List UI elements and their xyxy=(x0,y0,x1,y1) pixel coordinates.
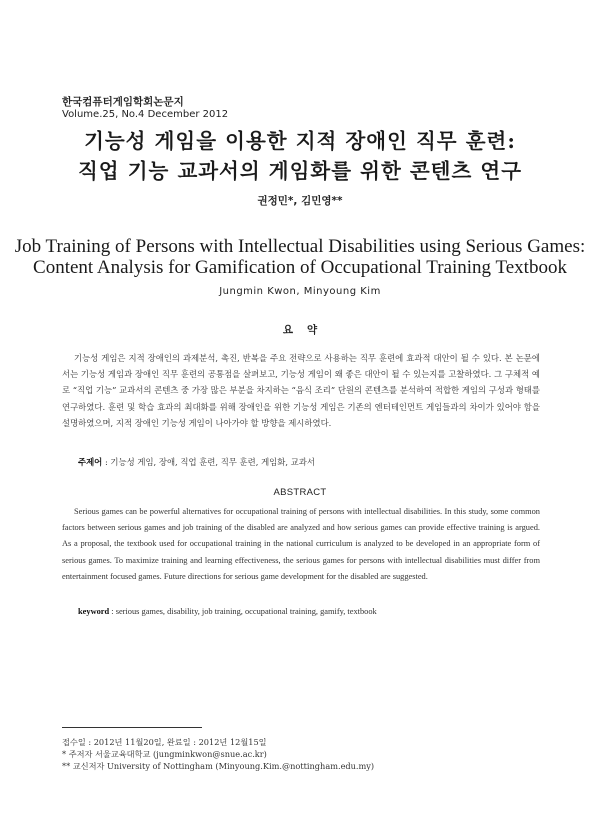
korean-keyword-list: : 기능성 게임, 장애, 직업 훈련, 직무 훈련, 게임화, 교과서 xyxy=(102,457,315,467)
footnote-divider xyxy=(62,727,202,728)
english-abstract-heading: ABSTRACT xyxy=(273,487,327,498)
footnote-author-2: ** 교신저자 University of Nottingham (Minyoung.Kim.@nottingham.edu.my) xyxy=(62,761,375,772)
english-keywords xyxy=(78,607,377,616)
english-authors: Jungmin Kwon, Minyoung Kim xyxy=(219,286,381,297)
english-title-line-1: Job Training of Persons with Intellectual Disabilities using Serious Games: xyxy=(14,236,586,257)
korean-title-line-1: 기능성 게임을 이용한 지적 장애인 직무 훈련: xyxy=(84,129,516,153)
english-abstract-body: Serious games can be powerful alternatives for occupational training of persons with intellectual disabilities. In this study, some common factors between serious games and job training of the disabled are analyzed and how serious games can provide effective training is argued. As a proposal, the textbook used for occupational training in the national curriculum is analyzed to be developed in an appropriate form of serious games. To maximize training and learning effectiveness, the serious games for persons with intellectual disabilities must differ from entertainment focused games. Future directions for serious game development for the disabled are suggested. xyxy=(62,507,540,581)
korean-abstract-body: 기능성 게임은 지적 장애인의 과제분석, 촉진, 반복을 주요 전략으로 사용하는 직무 훈련에 효과적 대안이 될 수 있다. 본 논문에서는 기능성 게임과 장애인 직무 훈련의 공통점을 살펴보고, 기능성 게임이 왜 좋은 대안이 될 수 있는지를 고찰하였다. 그 구체적 예로 “직업 기능” 교과서의 콘텐츠 중 가장 많은 부분을 차지하는 “음식 조리” 단원의 콘텐츠를 분석하여 적합한 게임의 구성과 형태를 연구하였다. 훈련 및 학습 효과의 최대화를 위해 장애인을 위한 기능성 게임은 기존의 엔터테인먼트 게임들과의 차이가 있어야 함을 설명하였으며, 지적 장애인 기능성 게임이 나아가야 할 방향을 제시하였다. xyxy=(62,353,540,428)
english-keyword-list: : serious games, disability, job training, occupational training, gamify, textbook xyxy=(109,607,377,616)
footnote-author-1: * 주저자 서울교육대학교 (jungminkwon@snue.ac.kr) xyxy=(62,749,267,760)
korean-authors: 권정민*, 김민영** xyxy=(257,195,343,207)
korean-keywords xyxy=(78,456,315,468)
english-keyword-label: keyword xyxy=(78,607,110,616)
english-title-line-2: Content Analysis for Gamification of Occupational Training Textbook xyxy=(33,257,567,278)
korean-keyword-label: 주제어 xyxy=(78,457,103,467)
footnotes xyxy=(62,736,540,773)
korean-abstract-heading: 요약 xyxy=(282,324,332,336)
journal-name: 한국컴퓨터게임학회논문지 xyxy=(62,96,184,108)
korean-title-line-2: 직업 기능 교과서의 게임화를 위한 콘텐츠 연구 xyxy=(77,159,523,183)
journal-volume: Volume.25, No.4 December 2012 xyxy=(62,109,229,120)
footnote-received: 접수일 : 2012년 11월20일, 완료일 : 2012년 12월15일 xyxy=(62,737,267,747)
